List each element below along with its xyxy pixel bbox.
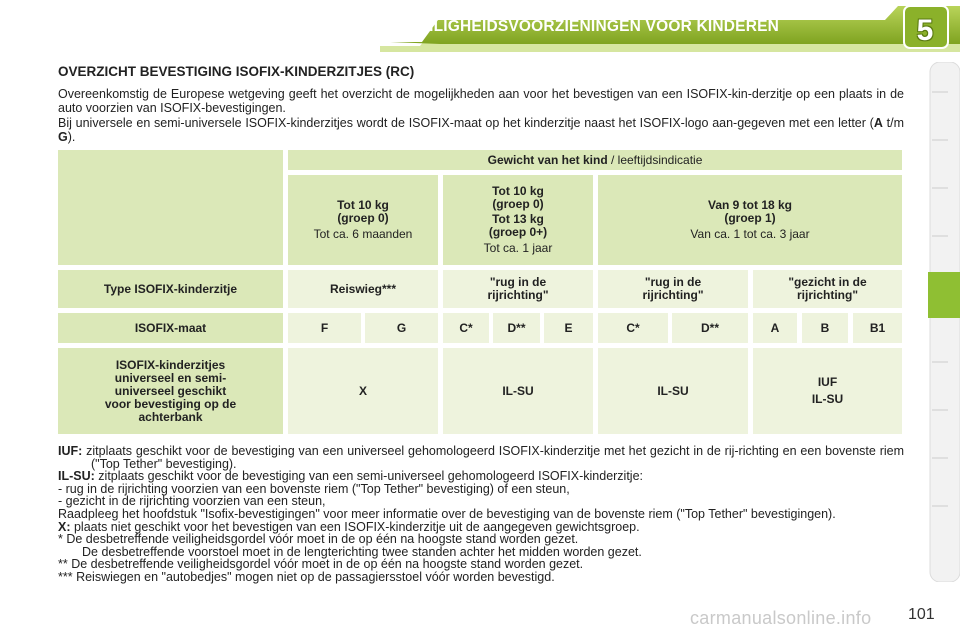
group-0-label: Tot 10 kg (groep 0) <box>337 198 389 225</box>
size-cell-7 <box>753 313 797 343</box>
group-cell-1 <box>443 175 593 265</box>
size-8: B <box>820 320 830 335</box>
size-cell-4 <box>544 313 593 343</box>
seat-3: IUF IL-SU <box>811 375 844 406</box>
seat-label-cell <box>58 348 283 434</box>
legend-ilsu <box>58 470 904 483</box>
type-cell-1 <box>443 270 593 308</box>
size-label: ISOFIX-maat <box>134 320 207 335</box>
legend <box>58 445 904 584</box>
table-corner-cell <box>58 150 283 265</box>
group-2-sub: Van ca. 1 tot ca. 3 jaar <box>690 227 810 241</box>
group-0-sub: Tot ca. 6 maanden <box>313 227 413 241</box>
size-1: G <box>396 320 407 335</box>
size-cell-1 <box>365 313 438 343</box>
chapter-tab-strip <box>928 62 960 582</box>
legend-star-3: *** Reiswiegen en "autobedjes" mogen niet op de passagiersstoel vóór worden bevestigd. <box>58 569 555 584</box>
size-7: A <box>770 320 780 335</box>
group-cell-0 <box>288 175 438 265</box>
seat-0: X <box>358 383 367 398</box>
type-2: "rug in de rijrichting" <box>642 275 704 302</box>
size-cell-6 <box>672 313 748 343</box>
size-9: B1 <box>869 320 886 335</box>
legend-raadpleeg: Raadpleeg het hoofdstuk "Isofix-bevestigingen" voor meer informatie over de bevestiging van de bovenste riem ("Top Tether" bevestigingen). <box>58 506 836 521</box>
size-3: D** <box>507 320 526 335</box>
size-cell-9 <box>853 313 902 343</box>
weight-header <box>288 150 902 170</box>
size-cell-8 <box>802 313 848 343</box>
size-6: D** <box>700 320 719 335</box>
group-2-label: Van 9 tot 18 kg (groep 1) <box>707 198 793 225</box>
type-cell-2 <box>598 270 748 308</box>
chapter-number: 5 <box>916 14 934 47</box>
legend-x-key: X: <box>58 519 71 534</box>
legend-ilsu-text: zitplaats geschikt voor de bevestiging van een semi-universeel gehomologeerd ISOFIX-kinderzitje: <box>94 469 644 484</box>
page-number: 101 <box>908 606 935 623</box>
size-5: C* <box>626 320 640 335</box>
size-2: C* <box>459 320 473 335</box>
seat-cell-0 <box>288 348 438 434</box>
size-0: F <box>320 320 329 335</box>
seat-cell-1 <box>443 348 593 434</box>
section-title: OVERZICHT BEVESTIGING ISOFIX-KINDERZITJES (RC) <box>58 64 415 79</box>
size-cell-0 <box>288 313 361 343</box>
seat-label: ISOFIX-kinderzitjes universeel en semi- universeel geschikt voor bevestiging op de achterbank <box>104 357 237 424</box>
legend-ilsu-key: IL-SU: <box>58 469 95 484</box>
group-1-sub: Tot ca. 1 jaar <box>483 241 553 255</box>
legend-star-1b: De desbetreffende voorstoel moet in de lengterichting twee standen achter het midden worden gezet. <box>82 544 642 559</box>
seat-1: IL-SU <box>502 383 534 398</box>
type-label-cell <box>58 270 283 308</box>
intro-paragraph-2 <box>58 117 904 144</box>
type-3: "gezicht in de rijrichting" <box>788 275 867 302</box>
size-4: E <box>564 320 573 335</box>
header-title: VEILIGHEIDSVOORZIENINGEN VOOR KINDEREN <box>408 18 780 35</box>
type-0: Reiswieg*** <box>329 281 397 296</box>
type-cell-0 <box>288 270 438 308</box>
intro-text-2c: ). <box>67 129 76 144</box>
intro-text-1: Overeenkomstig de Europese wetgeving geeft het overzicht de mogelijkheden aan voor het bevestigen van een ISOFIX-kin-derzitje op een plaats in de auto voorzien van ISOFIX-bevestigingen. <box>58 87 904 115</box>
intro-text-2a: Bij universele en semi-universele ISOFIX-kinderzitjes wordt de ISOFIX-maat op het kinderzitje naast het ISOFIX-logo aan-gegeven met een letter ( <box>58 116 874 130</box>
legend-star-2: ** De desbetreffende veiligheidsgordel vóór moet in de op één na hoogste stand worden gezet. <box>58 557 584 572</box>
size-cell-2 <box>443 313 489 343</box>
legend-iuf <box>58 445 904 470</box>
legend-dash-1: - rug in de rijrichting voorzien van een bovenste riem ("Top Tether" bevestiging) of een steun, <box>58 481 570 496</box>
type-cell-3 <box>753 270 902 308</box>
intro-paragraph-1 <box>58 88 904 115</box>
legend-iuf-text: zitplaats geschikt voor de bevestiging van een universeel gehomologeerd ISOFIX-kinderzitje met het gezicht in de rij-richting en een bovenste riem ("Top Tether" bevestiging). <box>82 444 904 471</box>
group-1-label: Tot 10 kg (groep 0) <box>492 184 544 211</box>
weight-header-bold: Gewicht van het kind <box>487 152 608 167</box>
type-label: Type ISOFIX-kinderzitje <box>103 281 238 296</box>
legend-dash-2: - gezicht in de rijrichting voorzien van een steun, <box>58 494 326 509</box>
size-cell-3 <box>493 313 540 343</box>
legend-iuf-key: IUF: <box>58 444 83 458</box>
seat-2: IL-SU <box>657 383 689 398</box>
size-cell-5 <box>598 313 668 343</box>
intro-text-2b: t/m <box>882 116 904 130</box>
legend-x-text: plaats niet geschikt voor het bevestigen van een ISOFIX-kinderzitje uit de aangegeven gewichtsgroep. <box>70 519 640 534</box>
watermark-text: carmanualsonline.info <box>690 608 872 628</box>
weight-header-rest: / leeftijdsindicatie <box>607 152 703 167</box>
letter-a: A <box>873 116 883 130</box>
group-1-label2: Tot 13 kg (groep 0+) <box>488 212 548 239</box>
legend-star-1a: * De desbetreffende veiligheidsgordel vóór moet in de op één na hoogste stand worden gezet. <box>58 532 579 547</box>
size-label-cell <box>58 313 283 343</box>
type-1: "rug in de rijrichting" <box>487 275 549 302</box>
group-cell-2 <box>598 175 902 265</box>
seat-cell-3 <box>753 348 902 434</box>
letter-g: G <box>58 129 68 144</box>
seat-cell-2 <box>598 348 748 434</box>
